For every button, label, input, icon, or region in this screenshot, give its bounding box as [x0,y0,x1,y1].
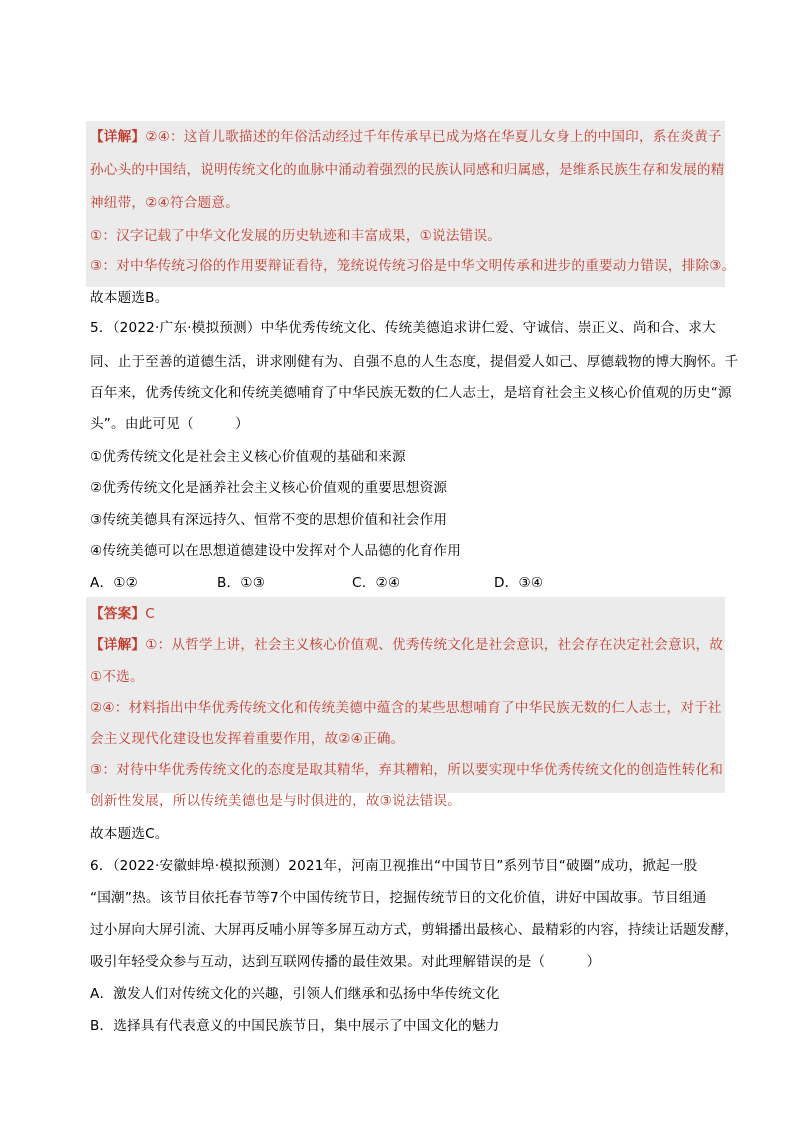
explanation-line: 神纽带，②④符合题意。 [90,195,239,211]
conclusion-line: 故本题选C。 [90,826,169,842]
explanation-line: 【详解】①：从哲学上讲，社会主义核心价值观、优秀传统文化是社会意识，社会存在决定社会意识，故 [90,637,724,653]
question-6-line: 6．（2022·安徽蚌埠·模拟预测）2021年，河南卫视推出“中国节日”系列节目“破圈”成功，掀起一股 [90,858,698,874]
explanation-line: 创新性发展，所以传统美德也是与时俱进的，故③说法错误。 [90,793,462,809]
answer-tag: 【答案】 [90,606,146,622]
question-5-line: 头”。由此可见（ ） [90,416,249,432]
answer-options [90,573,543,593]
explanation-line: ③：对中华传统习俗的作用要辩证看待，笼统说传统习俗是中华文明传承和进步的重要动力错误，排除③。 [90,258,736,274]
explanation-line: ①：汉字记载了中华文化发展的历史轨迹和丰富成果，①说法错误。 [90,228,501,244]
explanation-line: ①不选。 [90,669,144,685]
explanation-line: ②④：材料指出中华优秀传统文化和传统美德中蕴含的某些思想哺育了中华民族无数的仁人志士，对于社 [90,700,722,716]
explanation-line: 【详解】②④：这首儿歌描述的年俗活动经过千年传承早已成为烙在华夏儿女身上的中国印，系在炎黄子 [90,129,722,145]
question-5-line: 百年来，优秀传统文化和传统美德哺育了中华民族无数的仁人志士，是培育社会主义核心价值观的历史“源 [90,385,732,401]
question-6-line: 吸引年轻受众参与互动，达到互联网传播的最佳效果。对此理解错误的是（ ） [90,954,601,970]
question-5-line: 5．（2022·广东·模拟预测）中华优秀传统文化、传统美德追求讲仁爱、守诚信、崇正义、尚和合、求大 [90,320,716,336]
detail-tag: 【详解】 [90,129,146,145]
statement-item: ④传统美德可以在思想道德建设中发挥对个人品德的化育作用 [90,543,462,559]
explanation-line: ③：对待中华优秀传统文化的态度是取其精华，弃其糟粕，所以要实现中华优秀传统文化的创造性转化和 [90,762,724,778]
option-b: B．选择具有代表意义的中国民族节日，集中展示了中国文化的魅力 [90,1018,500,1034]
answer-line [90,604,155,624]
detail-tag: 【详解】 [90,637,146,653]
question-6-line: “国潮”热。该节目依托春节等7个中国传统节日，挖掘传统节日的文化价值，讲好中国故事。节目组通 [90,890,707,906]
explanation-line: 孙心头的中国结，说明传统文化的血脉中涌动着强烈的民族认同感和归属感，是维系民族生存和发展的精 [90,162,725,178]
option-b: B．①③ [217,575,266,591]
statement-item: ①优秀传统文化是社会主义核心价值观的基础和来源 [90,449,406,465]
option-a: A．①② [90,575,139,591]
statement-item: ②优秀传统文化是涵养社会主义核心价值观的重要思想资源 [90,480,448,496]
statement-item: ③传统美德具有深远持久、恒常不变的思想价值和社会作用 [90,512,448,528]
answer-value: C [145,606,155,622]
question-6-line: 过小屏向大屏引流、大屏再反哺小屏等多屏互动方式，剪辑播出最核心、最精彩的内容，持续让话题发酵， [90,922,739,938]
conclusion-line: 故本题选B。 [90,290,169,306]
explanation-line: 会主义现代化建设也发挥着重要作用，故②④正确。 [90,731,405,747]
option-a: A．激发人们对传统文化的兴趣，引领人们继承和弘扬中华传统文化 [90,986,500,1002]
option-c: C．②④ [352,575,401,591]
option-d: D．③④ [494,575,544,591]
question-5-line: 同、止于至善的道德生活，讲求刚健有为、自强不息的人生态度，提倡爱人如己、厚德载物的博大胸怀。千 [90,354,739,370]
